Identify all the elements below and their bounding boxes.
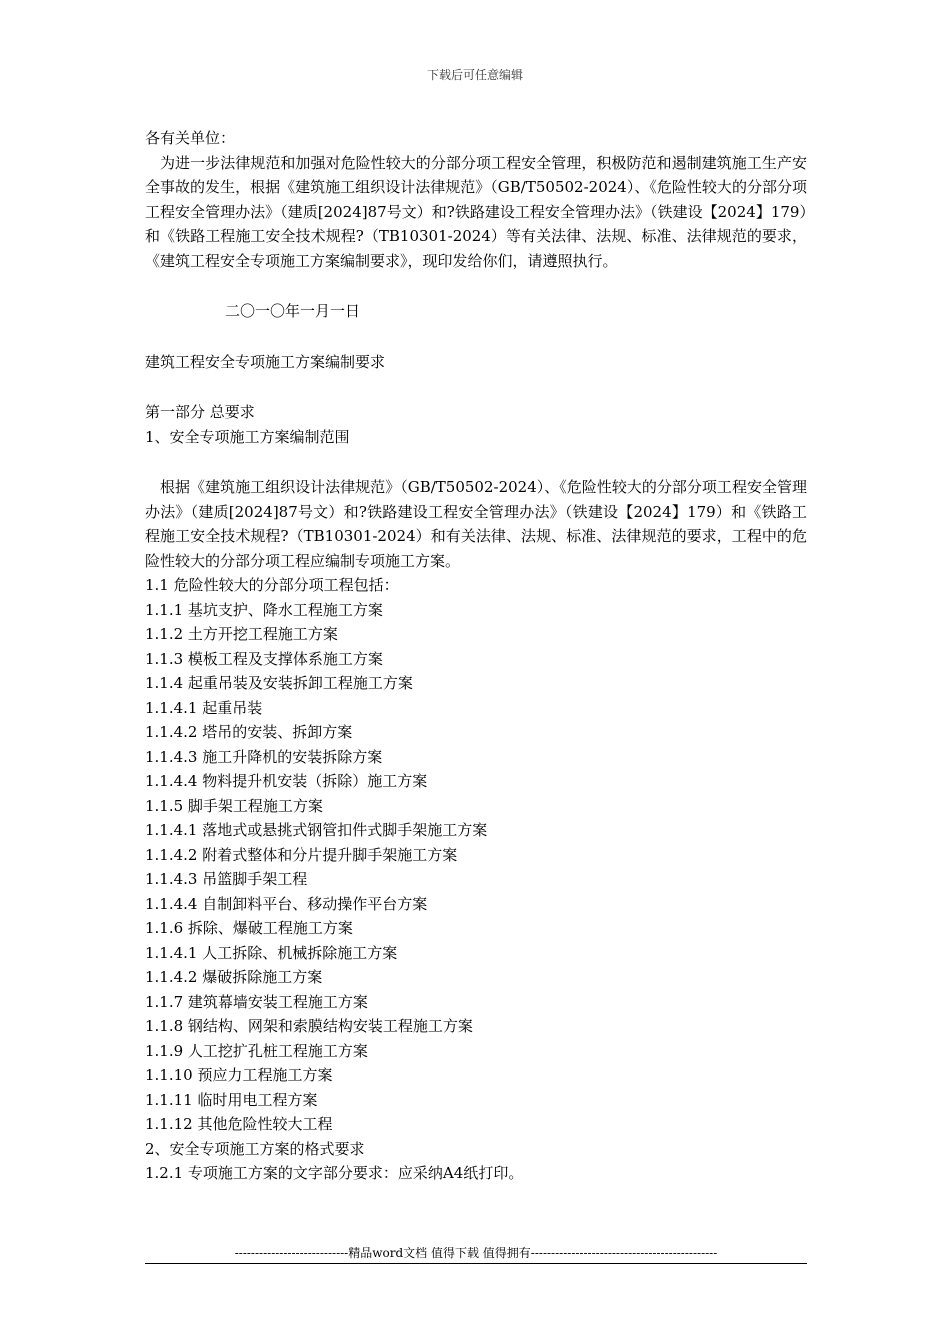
list-item: 1.1.4.1 起重吊装	[145, 698, 263, 717]
letter-date: 二〇一〇年一月一日	[225, 302, 361, 320]
list-item: 1.1.4.1 落地式或悬挑式钢管扣件式脚手架施工方案	[145, 821, 488, 839]
list-item: 1.1.2 土方开挖工程施工方案	[145, 625, 338, 643]
list-item: 1.1.4.2 爆破拆除施工方案	[145, 968, 323, 986]
spacer	[145, 324, 807, 350]
item-list	[145, 573, 807, 1186]
section-body: 根据《建筑施工组织设计法律规范》（GB/T50502-2024）、《危险性较大的分部分项工程安全管理办法》（建质[2024]87号文）和?铁路建设工程安全管理办法》（铁建设【2024】179）和《铁路工程施工安全技术规程?（TB10301-2024）和有关法律、法规、标准、法律规范的要求，工程中的危险性较大的分部分项工程应编制专项施工方案。	[145, 478, 807, 570]
list-item: 1.1.6 拆除、爆破工程施工方案	[145, 919, 353, 937]
spacer	[145, 374, 807, 400]
list-item: 1.1.4.2 附着式整体和分片提升脚手架施工方案	[145, 845, 458, 864]
document-body	[145, 126, 807, 1186]
list-item: 1.1.11 临时用电工程方案	[145, 1090, 318, 1109]
list-item: 1.1.4.4 物料提升机安装（拆除）施工方案	[145, 772, 428, 790]
list-item: 1.1.7 建筑幕墙安装工程施工方案	[145, 992, 368, 1011]
document-title: 建筑工程安全专项施工方案编制要求	[145, 352, 386, 371]
salutation: 各有关单位：	[145, 129, 236, 147]
list-item: 1.1 危险性较大的分部分项工程包括：	[145, 576, 399, 594]
letter-body: 为进一步法律规范和加强对危险性较大的分部分项工程安全管理，积极防范和遏制建筑施工生产安全事故的发生，根据《建筑施工组织设计法律规范》（GB/T50502-2024）、《危险性较大的分部分项工程安全管理办法》（建质[2024]87号文）和?铁路建设工程安全管理办法》（铁建设【2024】179）和《铁路工程施工安全技术规程?（TB10301-2024）等有关法律、法规、标准、法律规范的要求，《建筑工程安全专项施工方案编制要求》，现印发给你们，请遵照执行。	[145, 153, 807, 270]
list-item: 1.1.4.3 施工升降机的安装拆除方案	[145, 747, 383, 766]
list-item: 1.2.1 专项施工方案的文字部分要求：应采纳A4纸打印。	[145, 1164, 524, 1182]
section-title: 1、安全专项施工方案编制范围	[145, 427, 350, 446]
list-item: 1.1.4 起重吊装及安装拆卸工程施工方案	[145, 674, 413, 692]
list-item: 1.1.5 脚手架工程施工方案	[145, 796, 323, 815]
list-item: 1.1.4.2 塔吊的安装、拆卸方案	[145, 723, 353, 741]
spacer	[145, 449, 807, 475]
list-item: 1.1.4.3 吊篮脚手架工程	[145, 870, 308, 888]
list-item: 1.1.12 其他危险性较大工程	[145, 1115, 333, 1133]
list-item: 1.1.8 钢结构、网架和索膜结构安装工程施工方案	[145, 1017, 473, 1035]
part-title: 第一部分 总要求	[145, 403, 255, 421]
list-item: 1.1.10 预应力工程施工方案	[145, 1066, 333, 1084]
list-item: 1.1.4.1 人工拆除、机械拆除施工方案	[145, 943, 398, 962]
page-header: 下载后可任意编辑	[426, 68, 523, 82]
spacer	[145, 273, 807, 299]
list-item: 1.1.1 基坑支护、降水工程施工方案	[145, 600, 383, 619]
page-footer: ----------------------------精品word文档 值得下载 值得拥有----------------------------------------------	[145, 1244, 807, 1264]
list-item: 2、安全专项施工方案的格式要求	[145, 1139, 365, 1158]
list-item: 1.1.4.4 自制卸料平台、移动操作平台方案	[145, 894, 428, 913]
list-item: 1.1.3 模板工程及支撑体系施工方案	[145, 649, 383, 668]
list-item: 1.1.9 人工挖扩孔桩工程施工方案	[145, 1041, 368, 1060]
